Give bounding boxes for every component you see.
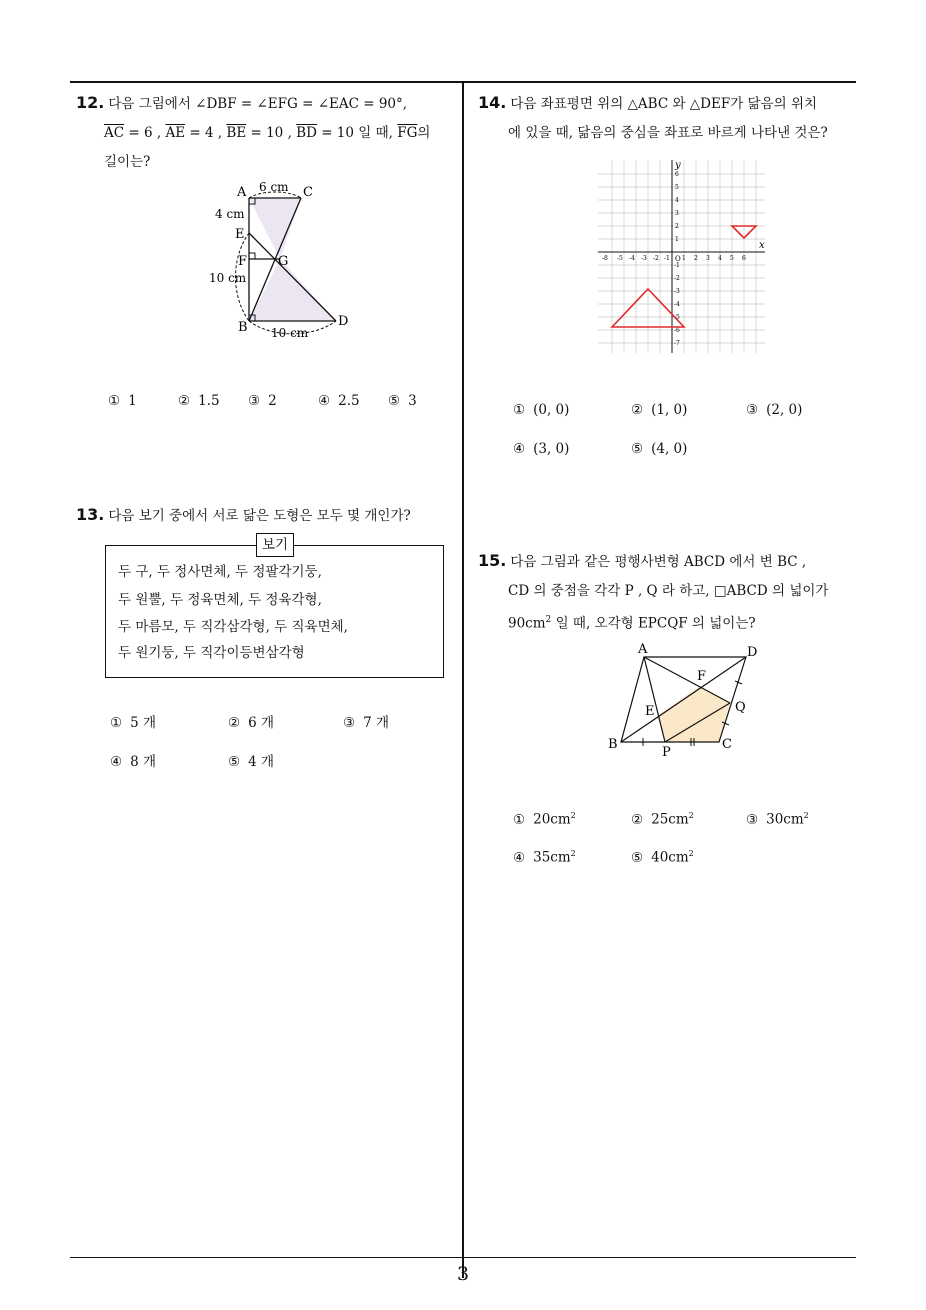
svg-text:-1: -1 [674, 262, 680, 269]
choice-4[interactable]: ④ 8 개 [110, 754, 157, 770]
svg-text:-5: -5 [617, 255, 623, 262]
problem-14: 14. 다음 좌표평면 위의 △ABC 와 △DEF가 닮음의 위치 에 있을 때, 닮음의 중심을 좌표로 바르게 나타낸 것은? [478, 93, 828, 141]
svg-text:-1: -1 [664, 255, 670, 262]
length-bd: 10 cm [271, 326, 309, 340]
bogi-line: 두 원기둥, 두 직각이등변삼각형 [118, 645, 305, 661]
label-d: D [338, 314, 349, 329]
svg-text:-8: -8 [602, 255, 608, 262]
length-ae: 4 cm [215, 207, 245, 221]
svg-text:3: 3 [706, 255, 710, 262]
problem-14-graph [598, 160, 768, 355]
bogi-line: 두 마름모, 두 직각삼각형, 두 직육면체, [118, 619, 348, 635]
bogi-title: 보기 [256, 533, 294, 557]
choice-1[interactable]: ① 1 [108, 393, 137, 409]
y-ticks-negative [674, 262, 680, 347]
choice-2[interactable]: ② 1.5 [178, 393, 220, 409]
segment-ap [644, 657, 665, 742]
svg-text:5: 5 [675, 184, 679, 191]
svg-text:-5: -5 [674, 314, 680, 321]
problem-12-line1: 12. 다음 그림에서 ∠DBF = ∠EFG = ∠EAC = 90°, [76, 93, 408, 112]
triangle-acg-fill [249, 198, 301, 259]
x-axis-label: x [759, 240, 765, 251]
choice-5[interactable]: ⑤ 4 개 [228, 754, 275, 770]
choice-1[interactable]: ① $20cm^2$ [513, 811, 576, 828]
svg-text:1: 1 [675, 236, 679, 243]
svg-text:-2: -2 [674, 275, 680, 282]
svg-text:-6: -6 [674, 327, 680, 334]
svg-text:2: 2 [675, 223, 679, 230]
problem-13: 13. 다음 보기 중에서 서로 닮은 도형은 모두 몇 개인가? [76, 505, 411, 524]
problem-12-figure [205, 178, 365, 343]
problem-12 [76, 88, 458, 177]
choice-1[interactable]: ① 5 개 [110, 715, 157, 731]
choice-4[interactable]: ④ $35cm^2$ [513, 849, 576, 866]
svg-text:4: 4 [718, 255, 722, 262]
label-c: C [303, 185, 313, 200]
x-ticks-positive [682, 255, 746, 262]
bottom-rule [70, 1257, 856, 1258]
choice-5[interactable]: ⑤ (4, 0) [631, 441, 688, 457]
problem-number: 15. [478, 551, 507, 570]
label-f: F [238, 254, 248, 269]
bogi-line: 두 구, 두 정사면체, 두 정팔각기둥, [118, 564, 322, 580]
label-q: Q [735, 700, 746, 715]
column-divider [462, 81, 464, 1278]
label-b: B [238, 320, 248, 335]
choice-3[interactable]: ③ 2 [248, 393, 277, 409]
svg-text:5: 5 [730, 255, 734, 262]
right-angle-f [249, 253, 255, 259]
problem-12-line3: 길이는? [104, 154, 151, 170]
choice-2[interactable]: ② $25cm^2$ [631, 811, 694, 828]
label-b: B [608, 737, 618, 752]
label-g: G [278, 254, 289, 269]
choice-4[interactable]: ④ (3, 0) [513, 441, 570, 457]
choice-2[interactable]: ② 6 개 [228, 715, 275, 731]
svg-text:-4: -4 [674, 301, 680, 308]
page-number: 3 [456, 1263, 470, 1285]
svg-text:-7: -7 [674, 340, 680, 347]
choice-1[interactable]: ① (0, 0) [513, 402, 570, 418]
svg-text:4: 4 [675, 197, 679, 204]
svg-text:6: 6 [742, 255, 746, 262]
choice-3[interactable]: ③ 7 개 [343, 715, 390, 731]
problem-15-figure [605, 640, 775, 760]
y-axis-label: y [675, 160, 681, 171]
label-a: A [638, 642, 648, 657]
choice-3[interactable]: ③ (2, 0) [746, 402, 803, 418]
length-be: 10 cm [209, 271, 247, 285]
label-c: C [722, 737, 732, 752]
problem-number: 14. [478, 93, 507, 112]
svg-text:2: 2 [694, 255, 698, 262]
length-ac: 6 cm [259, 180, 289, 194]
svg-text:3: 3 [675, 210, 679, 217]
svg-text:1: 1 [682, 255, 686, 262]
choice-5[interactable]: ⑤ $40cm^2$ [631, 849, 694, 866]
svg-text:-4: -4 [629, 255, 635, 262]
problem-12-line2: $\overline{AC} = 6$ , $\overline{AE} = 4$ , $\overline{BE} = 10$ , $\overline{BD} = 10$ 일 때, $\overline{FG}$의 [104, 125, 431, 141]
label-a: A [237, 185, 247, 200]
choice-3[interactable]: ③ $30cm^2$ [746, 811, 809, 828]
problem-number: 12. [76, 93, 105, 112]
label-e: E [235, 227, 245, 242]
problem-15: 15. 다음 그림과 같은 평행사변형 ABCD 에서 변 BC , CD 의 중점을 각각 P , Q 라 하고, □ABCD 의 넓이가 $90cm^2$ 일 때, 오각형 EPCQF 의 넓이는? [478, 551, 829, 632]
svg-text:-3: -3 [674, 288, 680, 295]
choice-2[interactable]: ② (1, 0) [631, 402, 688, 418]
bogi-line: 두 원뿔, 두 정육면체, 두 정육각형, [118, 592, 322, 608]
label-e: E [645, 704, 655, 719]
svg-text:-2: -2 [653, 255, 659, 262]
pentagon-epcqf-fill [657, 686, 730, 742]
label-p: P [662, 745, 671, 760]
y-ticks-positive [675, 171, 679, 243]
problem-number: 13. [76, 505, 105, 524]
label-f: F [697, 669, 707, 684]
label-d: D [747, 645, 758, 660]
svg-text:6: 6 [675, 171, 679, 178]
choice-4[interactable]: ④ 2.5 [318, 393, 360, 409]
origin-label: O [675, 255, 681, 263]
svg-text:-3: -3 [641, 255, 647, 262]
choice-5[interactable]: ⑤ 3 [388, 393, 417, 409]
